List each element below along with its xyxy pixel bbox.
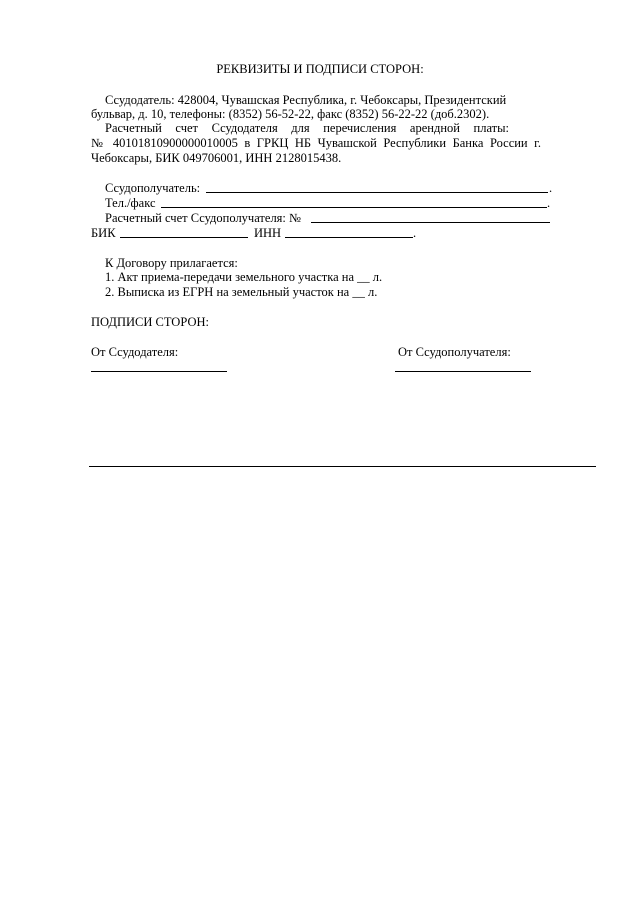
signature-borrower-label: От Ссудополучателя: bbox=[398, 345, 511, 359]
signature-lender-line bbox=[91, 371, 227, 372]
attachment-item-1: 1. Акт приема-передачи земельного участка на __ л. bbox=[105, 270, 383, 284]
lender-line-3: Расчетный счет Ссудодателя для перечисления арендной платы: bbox=[105, 121, 509, 135]
attachment-item-2: 2. Выписка из ЕГРН на земельный участок на __ л. bbox=[105, 285, 378, 299]
borrower-bik-blank bbox=[120, 237, 248, 238]
borrower-inn-label: ИНН bbox=[254, 226, 282, 240]
borrower-phone-blank bbox=[161, 207, 547, 208]
footer-divider bbox=[89, 466, 596, 467]
borrower-name-dot: . bbox=[549, 181, 553, 195]
page-title: РЕКВИЗИТЫ И ПОДПИСИ СТОРОН: bbox=[216, 62, 424, 76]
borrower-inn-dot: . bbox=[413, 226, 417, 240]
borrower-bik-label: БИК bbox=[91, 226, 116, 240]
lender-line-2: бульвар, д. 10, телефоны: (8352) 56-52-22, факс (8352) 56-22-22 (доб.2302). bbox=[91, 107, 490, 121]
signature-borrower-line bbox=[395, 371, 531, 372]
lender-line-4: № 40101810900000010005 в ГРКЦ НБ Чувашской Республики Банка России г. bbox=[91, 136, 541, 150]
borrower-name-label: Ссудополучатель: bbox=[105, 181, 201, 195]
borrower-name-blank bbox=[206, 192, 548, 193]
signatures-heading: ПОДПИСИ СТОРОН: bbox=[91, 315, 209, 329]
lender-line-1: Ссудодатель: 428004, Чувашская Республика, г. Чебоксары, Президентский bbox=[105, 93, 507, 107]
borrower-phone-dot: . bbox=[547, 196, 551, 210]
borrower-inn-blank bbox=[285, 237, 413, 238]
signature-lender-label: От Ссудодателя: bbox=[91, 345, 179, 359]
borrower-account-blank bbox=[311, 222, 550, 223]
borrower-phone-label: Тел./факс bbox=[105, 196, 156, 210]
lender-line-5: Чебоксары, БИК 049706001, ИНН 2128015438. bbox=[91, 151, 342, 165]
attachments-heading: К Договору прилагается: bbox=[105, 256, 238, 270]
borrower-account-label: Расчетный счет Ссудополучателя: № bbox=[105, 211, 301, 225]
